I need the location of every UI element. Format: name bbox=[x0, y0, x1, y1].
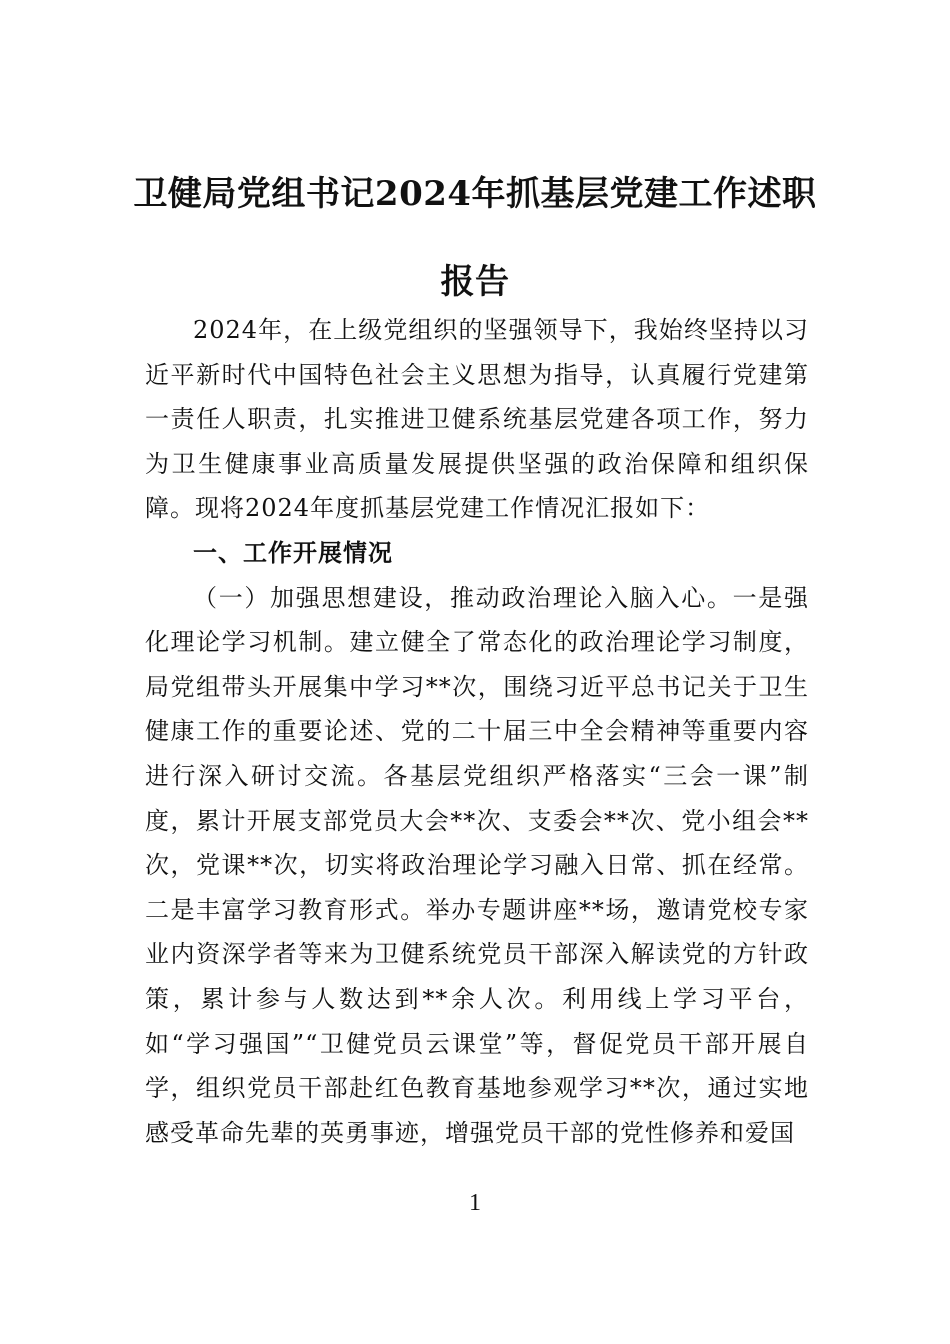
subsection-paragraph bbox=[145, 576, 809, 1156]
subsection-heading: （一）加强思想建设，推动政治理论入脑入心。 bbox=[193, 583, 733, 612]
intro-paragraph: 2024年，在上级党组织的坚强领导下，我始终坚持以习近平新时代中国特色社会主义思想为指导，认真履行党建第一责任人职责，扎实推进卫健系统基层党建各项工作，努力为卫生健康事业高质量发展提供坚强的政治保障和组织保障。现将2024年度抓基层党建工作情况汇报如下： bbox=[145, 316, 809, 523]
subsection-body: 一是强化理论学习机制。建立健全了常态化的政治理论学习制度，局党组带头开展集中学习**次，围绕习近平总书记关于卫生健康工作的重要论述、党的二十届三中全会精神等重要内容进行深入研讨交流。各基层党组织严格落实“三会一课”制度，累计开展支部党员大会**次、支委会**次、党小组会**次，党课**次，切实将政治理论学习融入日常、抓在经常。二是丰富学习教育形式。举办专题讲座**场，邀请党校专家业内资深学者等来为卫健系统党员干部深入解读党的方针政策，累计参与人数达到**余人次。利用线上学习平台，如“学习强国”“卫健党员云课堂”等，督促党员干部开展自学，组织党员干部赴红色教育基地参观学习**次，通过实地感受革命先辈的英勇事迹，增强党员干部的党性修养和爱国 bbox=[145, 583, 810, 1147]
page-number: 1 bbox=[469, 1190, 481, 1216]
section-heading: 一、工作开展情况 bbox=[193, 538, 393, 567]
document-body bbox=[145, 308, 809, 1155]
document-title: 卫健局党组书记2024年抓基层党建工作述职报告 bbox=[133, 174, 817, 302]
